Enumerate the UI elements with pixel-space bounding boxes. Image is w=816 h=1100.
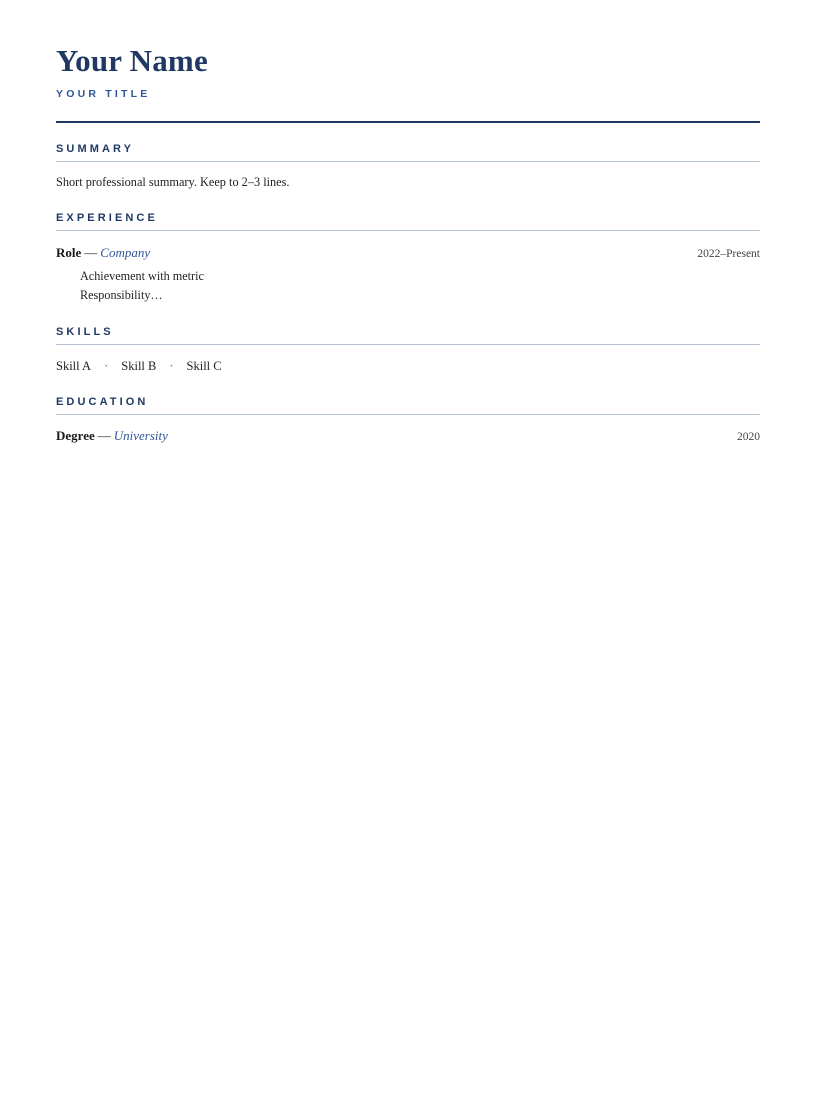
education-entry-header [56, 426, 760, 447]
education-dash: — [97, 428, 111, 444]
education-date: 2020 [737, 431, 760, 444]
experience-bullet: Achievement with metric [80, 268, 204, 283]
experience-dash: — [84, 245, 98, 261]
experience-entry [56, 243, 760, 306]
section-body-experience [56, 231, 760, 306]
skill-item: Skill C [186, 358, 222, 373]
experience-bullet: Responsibility… [80, 288, 163, 303]
candidate-name: Your Name [56, 43, 208, 78]
experience-date: 2022–Present [697, 248, 760, 261]
experience-role: Role [56, 245, 82, 261]
section-experience [56, 192, 760, 306]
section-heading-education: EDUCATION [56, 376, 760, 415]
experience-company: Company [100, 245, 151, 261]
skill-separator: · [104, 358, 109, 373]
education-entry [56, 426, 760, 447]
candidate-title: YOUR TITLE [56, 88, 151, 101]
experience-bullet-list [56, 267, 760, 306]
experience-entry-header [56, 243, 760, 264]
experience-entry-title [56, 243, 150, 263]
section-skills [56, 306, 760, 376]
section-body-skills [56, 345, 760, 376]
section-heading-experience: EXPERIENCE [56, 192, 760, 231]
section-heading-skills: SKILLS [56, 306, 760, 345]
education-degree: Degree [56, 428, 95, 444]
summary-text: Short professional summary. Keep to 2–3 lines. [56, 175, 290, 190]
skill-separator: · [169, 358, 174, 373]
education-entry-title [56, 426, 168, 446]
resume-header [56, 40, 760, 100]
section-education [56, 376, 760, 447]
section-body-education [56, 415, 760, 447]
education-school: University [113, 428, 168, 444]
section-summary [56, 123, 760, 192]
section-body-summary [56, 162, 760, 192]
section-heading-summary: SUMMARY [56, 123, 760, 162]
skills-list [56, 357, 760, 376]
skill-item: Skill B [121, 358, 157, 373]
resume-content [56, 40, 760, 447]
skill-item: Skill A [56, 358, 92, 373]
